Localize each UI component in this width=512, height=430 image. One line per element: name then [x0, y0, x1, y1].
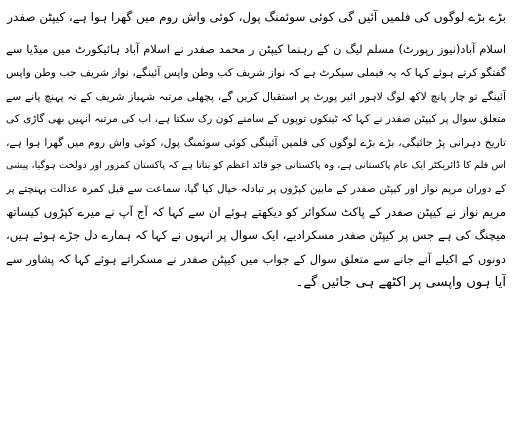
article-line: گفتگو کرتے ہوئے کہا کہ یہ فیملی سیکرٹ ہے کہ نواز شریف کب وطن واپس آئینگے، نواز شریف جب وطن واپس — [6, 66, 506, 80]
article-body — [6, 38, 506, 294]
article-line: مریم نواز نے کیپٹن صفدر کے پاکٹ سکوائر کو دیکھتے ہوئے ان سے کہا کہ آج آپ نے میرے کپڑوں کیساتھ — [6, 205, 506, 220]
article-line: آئینگے تو چار پانچ لاکھ لوگ لاہور ائیر پورٹ پر استقبال کریں گے، پچھلی مرتبہ شہباز شریف کے نہ پہنچ پانے سے — [6, 89, 506, 103]
article-line: متعلق سوال پر کیپٹن صفدر نے کہا کہ ٹینکوں توپوں کے سامنے کون رک سکتا ہے، اب کی مرتبہ انہیں بھی گاڑی کی — [6, 112, 506, 125]
article-line: تاریخ دہرانی پڑ جائیگی، بڑے بڑے لوگوں کی فلمیں آئینگی کوئی سوئمنگ پول، کوئی واش روم میں گھرا ہوا ہے، — [6, 136, 506, 150]
article-line: آیا ہوں واپسی پر اکٹھے ہی جائیں گے۔ — [295, 274, 506, 290]
article-headline: بڑے بڑے لوگوں کی فلمیں آئیں گی کوئی سوئمنگ پول، کوئی واش روم میں گھرا ہوا ہے، کیپٹن صفدر — [7, 10, 506, 24]
article-line: اس فلم کا ڈائریکٹر ایک عام پاکستانی ہے، وہ پاکستانی جو قائد اعظم کو بتاتا ہے کہ پاکستان کمزور اور دولخت ہوگیا، پیشی — [6, 160, 506, 172]
article-line: دونوں کے اکیلے آنے جانے سے متعلق سوال کے جواب میں کیپٹن صفدر نے مسکراتے ہوئے کہا کہ پشاور سے — [6, 251, 506, 266]
article-line: میچنگ کی ہے جس پر کیپٹن صفدر مسکرادیے، ایک سوال پر انہوں نے کہا کہ ہمارے دل جڑے ہوئے ہیں، — [6, 228, 506, 243]
article-line: اسلام آباد(نیوز رپورٹ) مسلم لیگ ن کے رہنما کیپٹن ر محمد صفدر نے اسلام آباد ہائیکورٹ میں میڈیا سے — [6, 42, 506, 56]
article-line: کے دوران مریم نواز اور کیپٹن صفدر کے مابین کپڑوں پر تبادلہ خیال کیا گیا، سماعت سے قبل کمرہ عدالت پہنچتے پر — [6, 182, 506, 195]
